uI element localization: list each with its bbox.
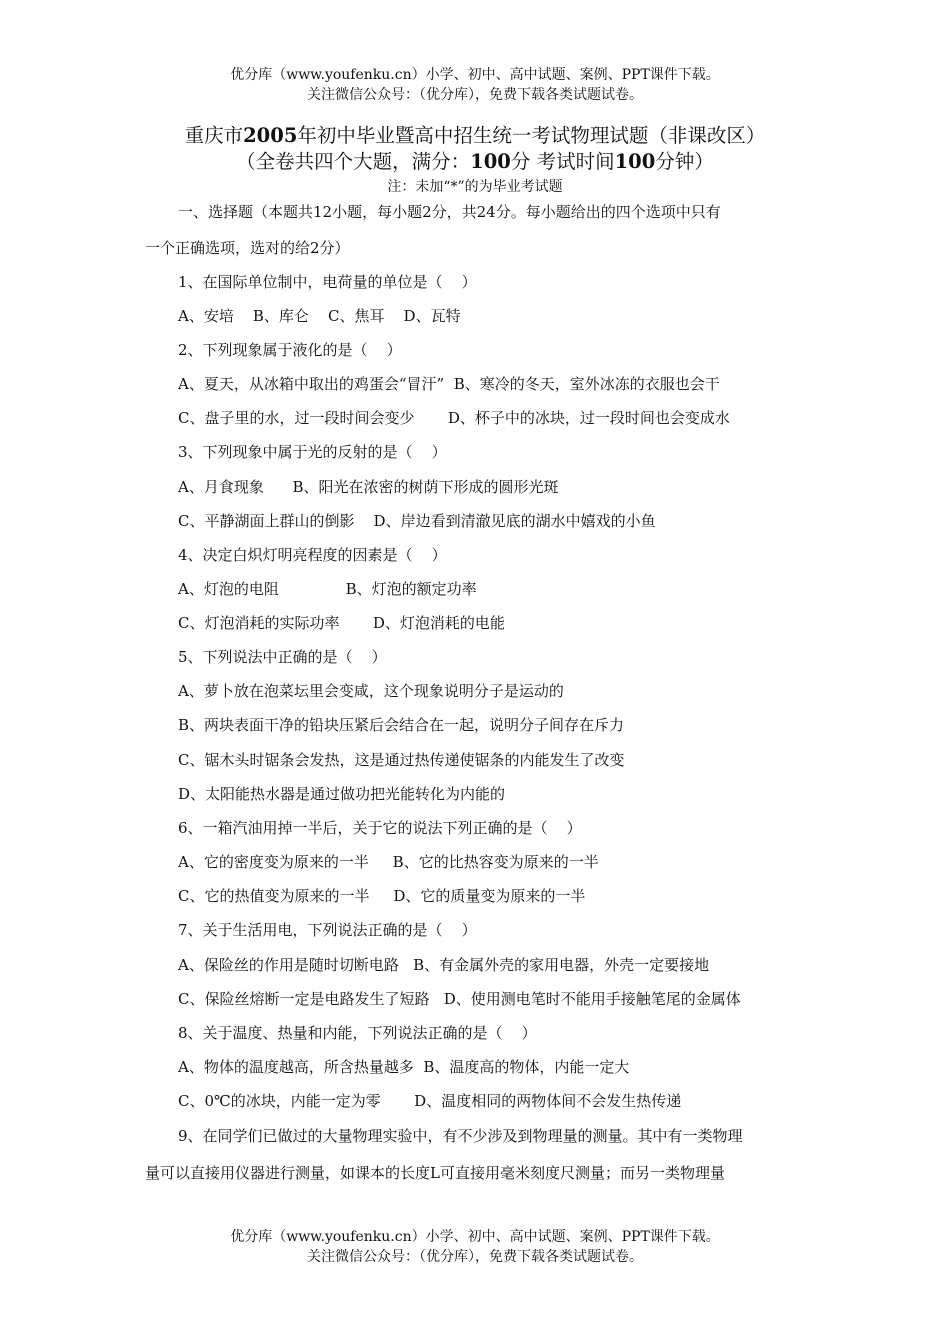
subtitle-score: 100 bbox=[470, 150, 511, 173]
title-part-1: 重庆市 bbox=[184, 124, 244, 147]
question-line: A、夏天，从冰箱中取出的鸡蛋会“冒汗” B、寒冷的冬天，室外冰冻的衣服也会干 bbox=[178, 375, 720, 393]
document-title bbox=[0, 124, 950, 148]
question-line: C、平静湖面上群山的倒影 D、岸边看到清澈见底的湖水中嬉戏的小鱼 bbox=[178, 512, 656, 530]
question-line: A、物体的温度越高，所含热量越多 B、温度高的物体，内能一定大 bbox=[178, 1058, 630, 1076]
document-subtitle bbox=[0, 150, 950, 174]
section-intro-line-1: 一、选择题（本题共12小题，每小题2分，共24分。每小题给出的四个选项中只有 bbox=[178, 203, 721, 221]
header-line-1: 优分库（www.youfenku.cn）小学、初中、高中试题、案例、PPT课件下载。 bbox=[230, 67, 720, 83]
footer-line-1: 优分库（www.youfenku.cn）小学、初中、高中试题、案例、PPT课件下载。 bbox=[230, 1229, 720, 1245]
section-intro-line-2: 一个正确选项，选对的给2分） bbox=[145, 239, 350, 257]
subtitle-part-3: 分钟） bbox=[655, 150, 714, 173]
question-line: C、盘子里的水，过一段时间会变少 D、杯子中的冰块，过一段时间也会变成水 bbox=[178, 409, 730, 427]
question-line: 5、下列说法中正确的是（ ） bbox=[178, 648, 387, 666]
question-line: C、锯木头时锯条会发热，这是通过热传递使锯条的内能发生了改变 bbox=[178, 751, 625, 769]
subtitle-time: 100 bbox=[614, 150, 656, 173]
question-line: 3、下列现象中属于光的反射的是（ ） bbox=[178, 443, 447, 461]
title-year: 2005 bbox=[243, 124, 298, 147]
question-line: C、它的热值变为原来的一半 D、它的质量变为原来的一半 bbox=[178, 887, 586, 905]
subtitle-part-2: 分 考试时间 bbox=[510, 150, 615, 173]
question-line: 9、在同学们已做过的大量物理实验中，有不少涉及到物理量的测量。其中有一类物理 bbox=[178, 1127, 743, 1145]
question-line: D、太阳能热水器是通过做功把光能转化为内能的 bbox=[178, 785, 506, 803]
question-line: A、它的密度变为原来的一半 B、它的比热容变为原来的一半 bbox=[178, 853, 599, 871]
question-line: A、保险丝的作用是随时切断电路 B、有金属外壳的家用电器，外壳一定要接地 bbox=[178, 956, 710, 974]
title-part-2: 年初中毕业暨高中招生统一考试物理试题（非课改区） bbox=[297, 124, 766, 147]
question-line: 量可以直接用仪器进行测量，如课本的长度L可直接用毫米刻度尺测量；而另一类物理量 bbox=[145, 1164, 725, 1182]
question-line: A、灯泡的电阻 B、灯泡的额定功率 bbox=[178, 580, 477, 598]
question-line: 4、决定白炽灯明亮程度的因素是（ ） bbox=[178, 546, 447, 564]
question-line: B、两块表面干净的铅块压紧后会结合在一起，说明分子间存在斥力 bbox=[178, 716, 625, 734]
question-line: A、月食现象 B、阳光在浓密的树荫下形成的圆形光斑 bbox=[178, 478, 559, 496]
subtitle-part-1: （全卷共四个大题，满分： bbox=[236, 150, 471, 173]
footer-line-2: 关注微信公众号：（优分库），免费下载各类试题试卷。 bbox=[307, 1249, 643, 1265]
question-line: C、0℃的冰块，内能一定为零 D、温度相同的两物体间不会发生热传递 bbox=[178, 1092, 682, 1110]
question-line: 2、下列现象属于液化的是（ ） bbox=[178, 341, 402, 359]
question-line: C、保险丝熔断一定是电路发生了短路 D、使用测电笔时不能用手接触笔尾的金属体 bbox=[178, 990, 741, 1008]
exam-note: 注：未加“*”的为毕业考试题 bbox=[387, 179, 563, 195]
header-line-2: 关注微信公众号：（优分库），免费下载各类试题试卷。 bbox=[307, 87, 643, 103]
question-line: 8、关于温度、热量和内能，下列说法正确的是（ ） bbox=[178, 1024, 537, 1042]
question-line: 7、关于生活用电，下列说法正确的是（ ） bbox=[178, 921, 477, 939]
question-line: 1、在国际单位制中，电荷量的单位是（ ） bbox=[178, 273, 477, 291]
question-line: A、安培 B、库仑 C、焦耳 D、瓦特 bbox=[178, 307, 461, 325]
question-line: 6、一箱汽油用掉一半后，关于它的说法下列正确的是（ ） bbox=[178, 819, 582, 837]
question-line: C、灯泡消耗的实际功率 D、灯泡消耗的电能 bbox=[178, 614, 505, 632]
question-line: A、萝卜放在泡菜坛里会变咸，这个现象说明分子是运动的 bbox=[178, 682, 564, 700]
